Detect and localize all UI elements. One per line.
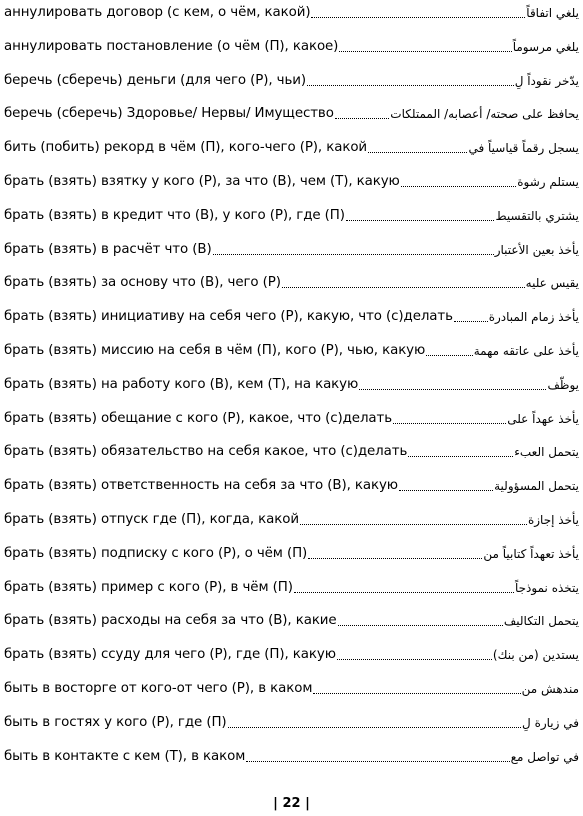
- entry-row: [4, 304, 579, 326]
- dot-leader: [408, 455, 513, 457]
- dot-leader: [346, 219, 495, 221]
- dot-leader: [359, 388, 546, 390]
- arabic-translation: يستلم رشوة: [517, 175, 579, 189]
- dot-leader: [337, 658, 492, 660]
- arabic-translation: يتخذه نموذجاً: [514, 580, 579, 595]
- russian-phrase: брать (взять) взятку у кого (Р), за что (В), чем (Т), какую: [4, 174, 400, 189]
- russian-phrase: беречь (сберечь) Здоровье/ Нервы/ Имущество: [4, 106, 334, 122]
- entry-row: [4, 575, 579, 597]
- entry-row: [4, 270, 579, 292]
- arabic-translation: يتحمل التكاليف: [503, 614, 579, 629]
- russian-phrase: брать (взять) отпуск где (П), когда, какой: [4, 512, 299, 527]
- page-number: | 22 |: [273, 796, 310, 811]
- russian-phrase: брать (взять) в расчёт что (В): [4, 241, 212, 257]
- russian-phrase: брать (взять) пример с кого (Р), в чём (П): [4, 579, 293, 595]
- dot-leader: [426, 354, 473, 356]
- arabic-translation: يوظّف: [547, 377, 579, 392]
- entry-row: [4, 744, 579, 766]
- entry-row: [4, 135, 579, 157]
- russian-phrase: брать (взять) ссуду для чего (Р), где (П), какую: [4, 647, 336, 663]
- entry-row: [4, 0, 579, 22]
- dot-leader: [213, 253, 494, 255]
- arabic-translation: يأخذ عهداً على: [507, 411, 579, 426]
- arabic-translation: يأخذ على عاتقه مهمة: [473, 344, 579, 358]
- russian-phrase: брать (взять) на работу кого (В), кем (Т), на какую: [4, 376, 359, 392]
- dot-leader: [399, 489, 493, 491]
- arabic-translation: يشتري بالتقسيط: [495, 208, 579, 223]
- entry-row: [4, 608, 579, 630]
- russian-phrase: бить (побить) рекорд в чём (П), кого-чего (Р), какой: [4, 140, 368, 156]
- arabic-translation: يلغي مرسوماً: [512, 39, 579, 54]
- arabic-translation: يأخذ تعهداً كتابياً من: [483, 546, 579, 561]
- russian-phrase: быть в контакте с кем (Т), в каком: [4, 748, 246, 764]
- russian-phrase: брать (взять) обязательство на себя какое, что (с)делать: [4, 444, 408, 460]
- russian-phrase: брать (взять) расходы на себя за что (В), какие: [4, 613, 337, 629]
- entry-row: [4, 372, 579, 394]
- entry-row: [4, 237, 579, 259]
- entry-row: [4, 68, 579, 90]
- dot-leader: [246, 760, 509, 762]
- dot-leader: [307, 84, 514, 86]
- dot-leader: [300, 523, 527, 525]
- russian-phrase: брать (взять) инициативу на себя чего (Р), какую, что (с)делать: [4, 309, 453, 325]
- arabic-translation: يسجل رقماً قياسياً في: [468, 141, 579, 156]
- entry-row: [4, 642, 579, 664]
- russian-phrase: брать (взять) обещание с кого (Р), какое, что (с)делать: [4, 410, 393, 426]
- entry-row: [4, 439, 579, 461]
- arabic-translation: يلغي اتفاقاً: [526, 6, 579, 20]
- russian-phrase: брать (взять) подписку с кого (Р), о чём (П): [4, 545, 308, 561]
- dot-leader: [401, 185, 517, 187]
- arabic-translation: يأخذ بعين الأعتبار: [494, 242, 579, 257]
- arabic-translation: يستدين (من بنك): [492, 648, 579, 663]
- dot-leader: [228, 726, 521, 728]
- dot-leader: [313, 692, 520, 694]
- dot-leader: [454, 320, 488, 322]
- dot-leader: [282, 286, 525, 288]
- arabic-translation: يتحمل العبء: [514, 445, 579, 460]
- entry-row: [4, 710, 579, 732]
- entry-row: [4, 406, 579, 428]
- entry-row: [4, 34, 579, 56]
- entry-row: [4, 507, 579, 529]
- arabic-translation: في زيارة لِ: [522, 715, 579, 730]
- dot-leader: [308, 557, 482, 559]
- dot-leader: [339, 50, 511, 52]
- dot-leader: [311, 16, 525, 18]
- russian-phrase: брать (взять) миссию на себя в чём (П), кого (Р), чью, какую: [4, 343, 426, 358]
- arabic-translation: يأخذ إجازة: [527, 513, 579, 527]
- arabic-translation: يدّخر نقوداً لِ: [514, 73, 579, 88]
- russian-phrase: брать (взять) за основу что (В), чего (Р): [4, 275, 281, 291]
- russian-phrase: брать (взять) ответственность на себя за что (В), какую: [4, 478, 398, 494]
- entry-row: [4, 169, 579, 191]
- russian-phrase: быть в восторге от кого-от чего (Р), в каком: [4, 681, 313, 696]
- entry-row: [4, 101, 579, 123]
- dot-leader: [368, 151, 467, 153]
- arabic-translation: في تواصل مع: [510, 749, 579, 764]
- dot-leader: [338, 624, 503, 626]
- dot-leader: [335, 117, 389, 119]
- russian-phrase: аннулировать постановление (о чём (П), какое): [4, 38, 339, 54]
- arabic-translation: يتحمل المسؤولية: [494, 479, 579, 494]
- entry-row: [4, 203, 579, 225]
- dot-leader: [393, 422, 506, 424]
- entry-row: [4, 541, 579, 563]
- russian-phrase: аннулировать договор (с кем, о чём, какой): [4, 5, 311, 20]
- arabic-translation: مندهش من: [521, 682, 579, 696]
- arabic-translation: يقيس عليه: [525, 276, 579, 291]
- dot-leader: [294, 591, 514, 593]
- entry-row: [4, 676, 579, 698]
- russian-phrase: быть в гостях у кого (Р), где (П): [4, 714, 227, 730]
- arabic-translation: يأخذ زمام المبادرة: [488, 310, 579, 325]
- russian-phrase: брать (взять) в кредит что (В), у кого (Р), где (П): [4, 207, 345, 223]
- russian-phrase: беречь (сберечь) деньги (для чего (Р), чьи): [4, 72, 306, 88]
- arabic-translation: يحافظ على صحته/ أعصابه/ الممتلكات: [390, 107, 579, 122]
- entry-row: [4, 338, 579, 360]
- entry-row: [4, 473, 579, 495]
